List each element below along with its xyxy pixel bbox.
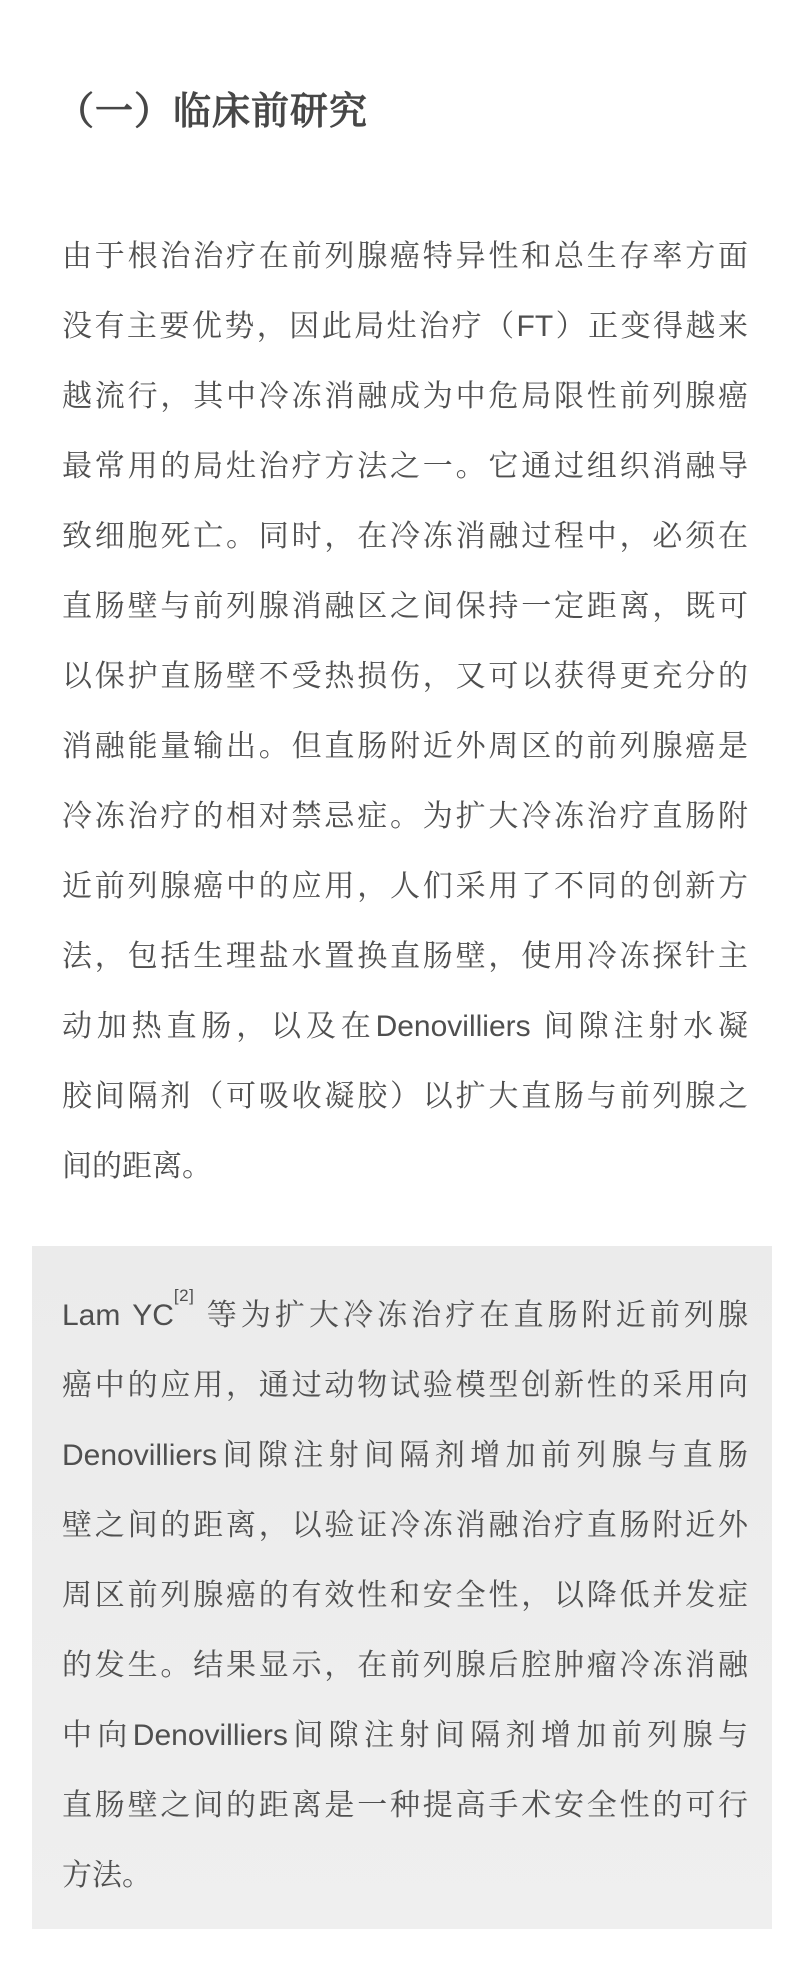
highlight-line: 直肠壁之间的距离是一种提高手术安全性的可行: [62, 1789, 748, 1822]
section-heading: （一）临床前研究: [56, 91, 369, 133]
intro-paragraph: [62, 222, 748, 1202]
highlight-first-line: [62, 1274, 748, 1351]
highlight-line: 癌中的应用，通过动物试验模型创新性的采用向: [62, 1369, 748, 1402]
paragraph-lines: [62, 222, 748, 1132]
paragraph-line: 冷冻治疗的相对禁忌症。为扩大冷冻治疗直肠附: [62, 800, 748, 833]
paragraph-line: 由于根治治疗在前列腺癌特异性和总生存率方面: [62, 240, 748, 273]
paragraph-line: 致细胞死亡。同时，在冷冻消融过程中，必须在: [62, 520, 748, 553]
paragraph-line: 越流行，其中冷冻消融成为中危局限性前列腺癌: [62, 380, 748, 413]
highlight-first-line-text: 等为扩大冷冻治疗在直肠附近前列腺: [194, 1299, 749, 1332]
paragraph-line: 没有主要优势，因此局灶治疗（FT）正变得越来: [62, 310, 748, 343]
highlight-last-line: 方法。: [62, 1859, 152, 1892]
paragraph-line: 最常用的局灶治疗方法之一。它通过组织消融导: [62, 450, 748, 483]
paragraph-line: 直肠壁与前列腺消融区之间保持一定距离，既可: [62, 590, 748, 623]
paragraph-line: 动加热直肠，以及在Denovilliers 间隙注射水凝: [62, 1010, 748, 1043]
paragraph-line: 消融能量输出。但直肠附近外周区的前列腺癌是: [62, 730, 748, 763]
highlight-line: 中向Denovilliers间隙注射间隔剂增加前列腺与: [62, 1719, 748, 1752]
highlight-line: 的发生。结果显示，在前列腺后腔肿瘤冷冻消融: [62, 1649, 748, 1682]
highlight-line: Denovilliers间隙注射间隔剂增加前列腺与直肠: [62, 1439, 748, 1472]
citation-reference: [2]: [173, 1286, 195, 1305]
highlight-box: [32, 1246, 772, 1929]
paragraph-last-line: 间的距离。: [62, 1150, 212, 1183]
paragraph-line: 以保护直肠壁不受热损伤，又可以获得更充分的: [62, 660, 748, 693]
paragraph-line: 近前列腺癌中的应用，人们采用了不同的创新方: [62, 870, 748, 903]
highlight-line: 周区前列腺癌的有效性和安全性，以降低并发症: [62, 1579, 748, 1612]
paragraph-line: 胶间隔剂（可吸收凝胶）以扩大直肠与前列腺之: [62, 1080, 748, 1113]
citation-author: Lam YC: [62, 1299, 174, 1332]
highlight-lines: [62, 1351, 748, 1841]
paragraph-line: 法，包括生理盐水置换直肠壁，使用冷冻探针主: [62, 940, 748, 973]
highlight-line: 壁之间的距离，以验证冷冻消融治疗直肠附近外: [62, 1509, 748, 1542]
